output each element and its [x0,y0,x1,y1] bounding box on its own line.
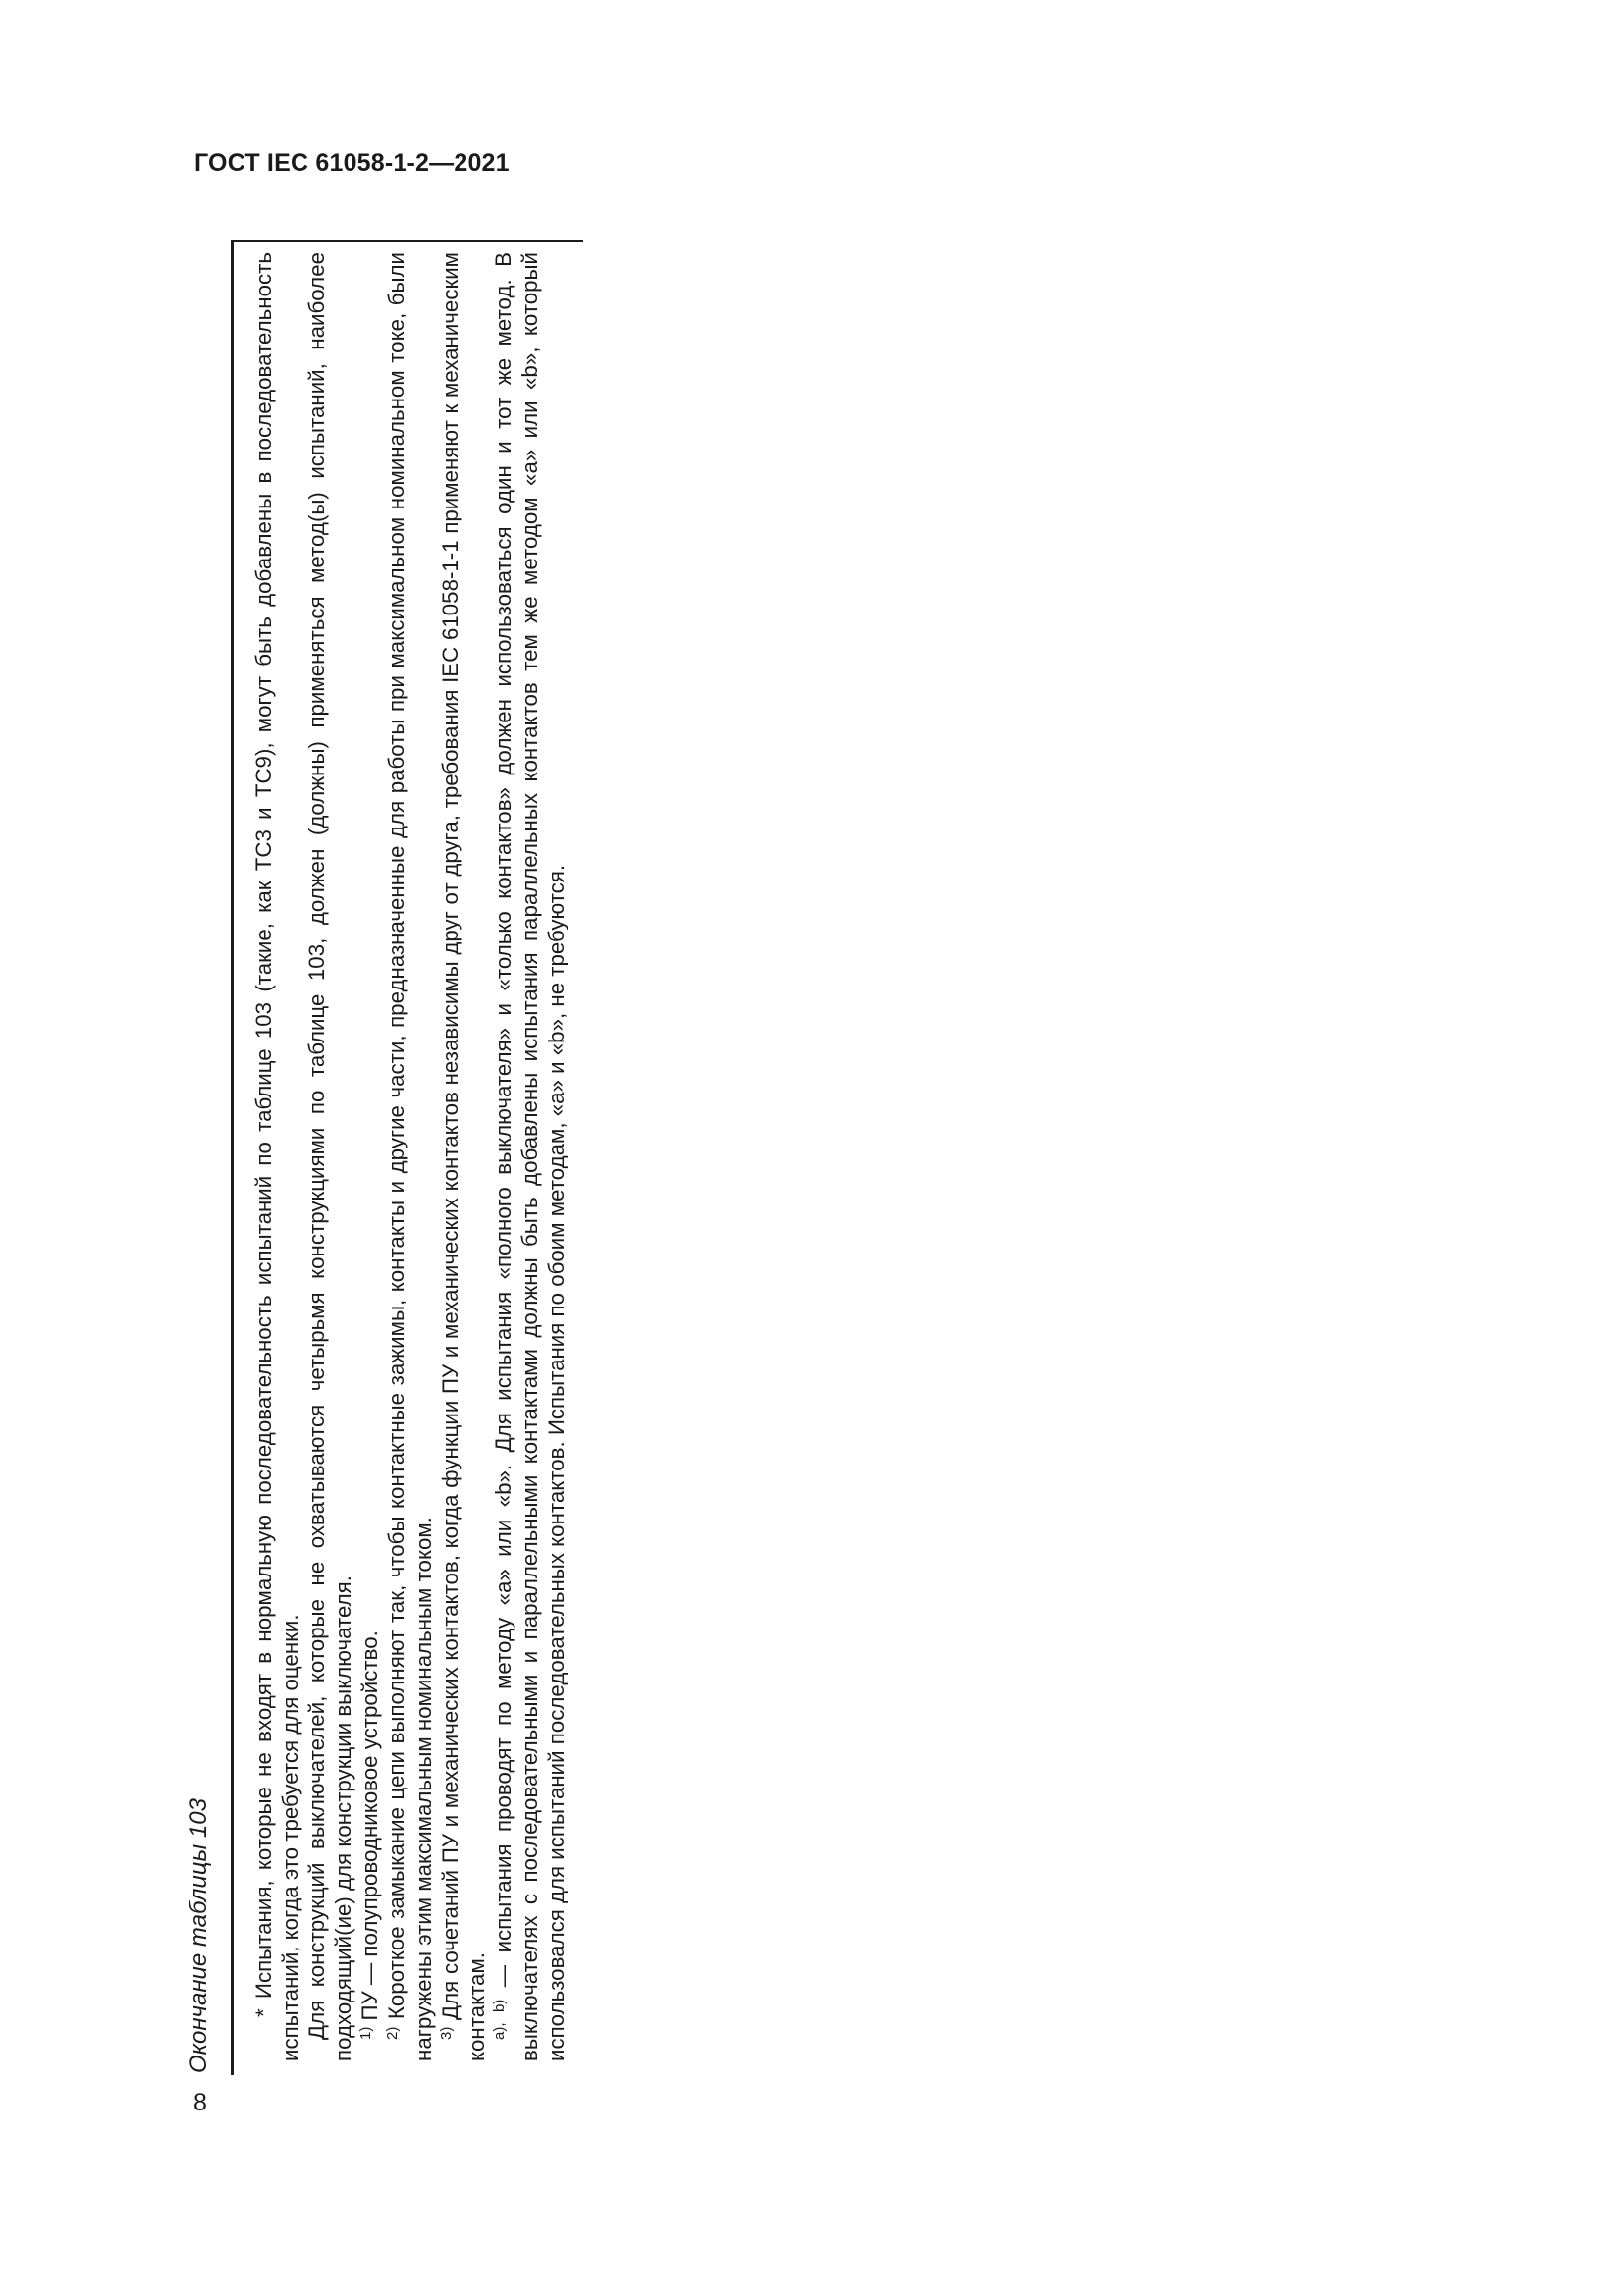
note-text: Короткое замыкание цепи выполняют так, чтобы контактные зажимы, контакты и другие части, предназначенные для работы при максимальном номинальном токе, были нагружены этим максимальным номинальным током. [384,251,436,2061]
document-header: ГОСТ IEC 61058-1-2—2021 [194,149,510,177]
note-mark: 1) [357,2026,375,2040]
note-text: Для сочетаний ПУ и механических контактов, когда функции ПУ и механических контактов независимы друг от друга, требования IEC 61058-1-1 применяют к механическим контактам. [437,252,489,2061]
note-text: Испытания, которые не входят в нормальную последовательность испытаний по таблице 103 (такие, как ТС3 и ТС9), могут быть добавлены в последовательность испытаний, когда это требуется для оценки. [251,252,303,2061]
note-text: ПУ — полупроводниковое устройство. [357,1630,383,2021]
table-note-asterisk [250,252,303,2061]
table-note-a-b [490,252,569,2061]
table-note-3 [437,252,490,2061]
note-mark: 2) [384,2026,402,2040]
table-note-designs [303,252,356,2061]
note-text: — испытания проводят по методу «a» или «b». Для испытания «полного выключателя» и «только контактов» должен использоваться один и тот же метод. В выключателях с последовательными и параллельными контактами должны быть добавлены испытания параллельных контактов тем же методом «a» или «b», который использовался для испытаний последовательных контактов. Испытания по обоим методам, «a» и «b», не требуются. [490,251,569,2061]
note-mark: * [251,2008,276,2017]
note-mark: a), b) [490,1999,508,2040]
note-text: Для конструкций выключателей, которые не охватываются четырьмя конструкциями по таблице 103, должен (должны) применяться метод(ы) испытаний, наиболее подходящий(ие) для конструкции выключателя. [304,252,356,2061]
table-note-1 [356,252,383,2061]
table-note-2 [383,252,436,2061]
table-notes-box [231,240,583,2075]
page-number: 8 [193,2089,207,2116]
note-mark: 3) [437,2026,455,2040]
table-caption: Окончание таблицы 103 [186,1798,212,2073]
rotated-table-block [185,240,583,2075]
